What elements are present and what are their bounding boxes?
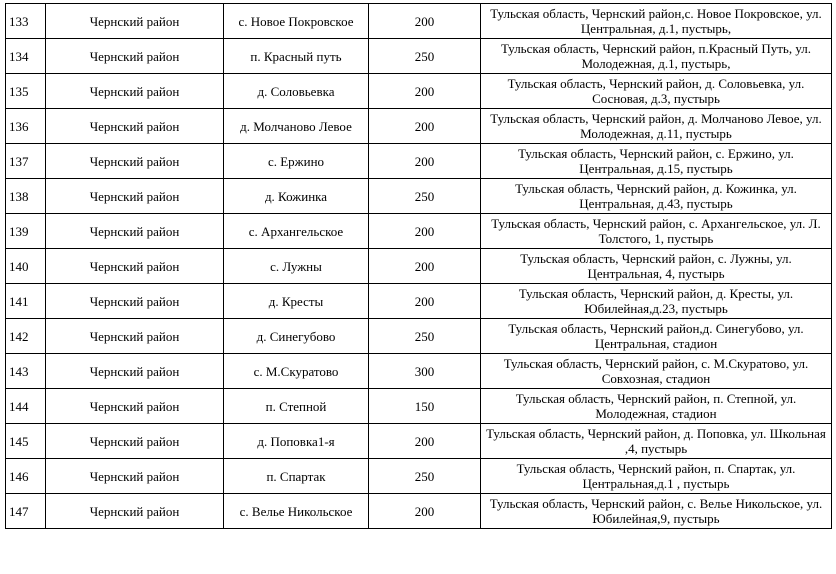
row-number: 139 xyxy=(6,214,46,249)
row-number: 147 xyxy=(6,494,46,529)
locality-cell: п. Спартак xyxy=(224,459,369,494)
address-cell: Тульская область, Чернский район, д. Кожинка, ул. Центральная, д.43, пустырь xyxy=(481,179,832,214)
row-number: 143 xyxy=(6,354,46,389)
area-cell: 200 xyxy=(369,424,481,459)
district-cell: Чернский район xyxy=(46,249,224,284)
locality-cell: д. Синегубово xyxy=(224,319,369,354)
address-cell: Тульская область, Чернский район, с. Лужны, ул. Центральная, 4, пустырь xyxy=(481,249,832,284)
address-cell: Тульская область, Чернский район, с. Архангельское, ул. Л. Толстого, 1, пустырь xyxy=(481,214,832,249)
row-number: 144 xyxy=(6,389,46,424)
locality-cell: д. Кресты xyxy=(224,284,369,319)
district-cell: Чернский район xyxy=(46,214,224,249)
address-cell: Тульская область, Чернский район, д. Соловьевка, ул. Сосновая, д.3, пустырь xyxy=(481,74,832,109)
area-cell: 150 xyxy=(369,389,481,424)
area-cell: 200 xyxy=(369,109,481,144)
locality-cell: с. Лужны xyxy=(224,249,369,284)
address-cell: Тульская область, Чернский район, п. Спартак, ул. Центральная,д.1 , пустырь xyxy=(481,459,832,494)
address-cell: Тульская область, Чернский район, п.Красный Путь, ул. Молодежная, д.1, пустырь, xyxy=(481,39,832,74)
table-row xyxy=(6,389,832,424)
area-cell: 200 xyxy=(369,4,481,39)
address-cell: Тульская область, Чернский район,с. Новое Покровское, ул. Центральная, д.1, пустырь, xyxy=(481,4,832,39)
area-cell: 200 xyxy=(369,214,481,249)
district-cell: Чернский район xyxy=(46,179,224,214)
table-row xyxy=(6,109,832,144)
table-row xyxy=(6,459,832,494)
area-cell: 250 xyxy=(369,319,481,354)
district-cell: Чернский район xyxy=(46,109,224,144)
area-cell: 250 xyxy=(369,179,481,214)
table-body xyxy=(6,4,832,529)
table-row xyxy=(6,249,832,284)
address-cell: Тульская область, Чернский район,д. Синегубово, ул. Центральная, стадион xyxy=(481,319,832,354)
locality-cell: д. Молчаново Левое xyxy=(224,109,369,144)
address-cell: Тульская область, Чернский район, д. Молчаново Левое, ул. Молодежная, д.11, пустырь xyxy=(481,109,832,144)
sites-table xyxy=(5,3,832,529)
table-row xyxy=(6,144,832,179)
row-number: 133 xyxy=(6,4,46,39)
locality-cell: д. Поповка1-я xyxy=(224,424,369,459)
address-cell: Тульская область, Чернский район, д. Кресты, ул. Юбилейная,д.23, пустырь xyxy=(481,284,832,319)
district-cell: Чернский район xyxy=(46,144,224,179)
table-row xyxy=(6,354,832,389)
locality-cell: с. Архангельское xyxy=(224,214,369,249)
district-cell: Чернский район xyxy=(46,389,224,424)
district-cell: Чернский район xyxy=(46,74,224,109)
address-cell: Тульская область, Чернский район, д. Поповка, ул. Школьная ,4, пустырь xyxy=(481,424,832,459)
district-cell: Чернский район xyxy=(46,494,224,529)
row-number: 135 xyxy=(6,74,46,109)
area-cell: 250 xyxy=(369,459,481,494)
locality-cell: п. Красный путь xyxy=(224,39,369,74)
locality-cell: с. Велье Никольское xyxy=(224,494,369,529)
row-number: 142 xyxy=(6,319,46,354)
district-cell: Чернский район xyxy=(46,319,224,354)
area-cell: 200 xyxy=(369,494,481,529)
district-cell: Чернский район xyxy=(46,4,224,39)
address-cell: Тульская область, Чернский район, с. Велье Никольское, ул. Юбилейная,9, пустырь xyxy=(481,494,832,529)
locality-cell: п. Степной xyxy=(224,389,369,424)
table-row xyxy=(6,74,832,109)
table-row xyxy=(6,39,832,74)
district-cell: Чернский район xyxy=(46,284,224,319)
table-row xyxy=(6,179,832,214)
locality-cell: с. М.Скуратово xyxy=(224,354,369,389)
district-cell: Чернский район xyxy=(46,39,224,74)
table-row xyxy=(6,4,832,39)
district-cell: Чернский район xyxy=(46,459,224,494)
address-cell: Тульская область, Чернский район, с. М.Скуратово, ул. Совхозная, стадион xyxy=(481,354,832,389)
address-cell: Тульская область, Чернский район, с. Ержино, ул. Центральная, д.15, пустырь xyxy=(481,144,832,179)
locality-cell: с. Ержино xyxy=(224,144,369,179)
row-number: 140 xyxy=(6,249,46,284)
area-cell: 200 xyxy=(369,74,481,109)
locality-cell: с. Новое Покровское xyxy=(224,4,369,39)
district-cell: Чернский район xyxy=(46,424,224,459)
row-number: 141 xyxy=(6,284,46,319)
table-row xyxy=(6,214,832,249)
table-row xyxy=(6,424,832,459)
district-cell: Чернский район xyxy=(46,354,224,389)
area-cell: 250 xyxy=(369,39,481,74)
row-number: 138 xyxy=(6,179,46,214)
row-number: 137 xyxy=(6,144,46,179)
locality-cell: д. Кожинка xyxy=(224,179,369,214)
row-number: 134 xyxy=(6,39,46,74)
area-cell: 200 xyxy=(369,284,481,319)
table-row xyxy=(6,284,832,319)
row-number: 136 xyxy=(6,109,46,144)
address-cell: Тульская область, Чернский район, п. Степной, ул. Молодежная, стадион xyxy=(481,389,832,424)
area-cell: 300 xyxy=(369,354,481,389)
area-cell: 200 xyxy=(369,144,481,179)
area-cell: 200 xyxy=(369,249,481,284)
table-row xyxy=(6,319,832,354)
locality-cell: д. Соловьевка xyxy=(224,74,369,109)
row-number: 145 xyxy=(6,424,46,459)
row-number: 146 xyxy=(6,459,46,494)
table-row xyxy=(6,494,832,529)
